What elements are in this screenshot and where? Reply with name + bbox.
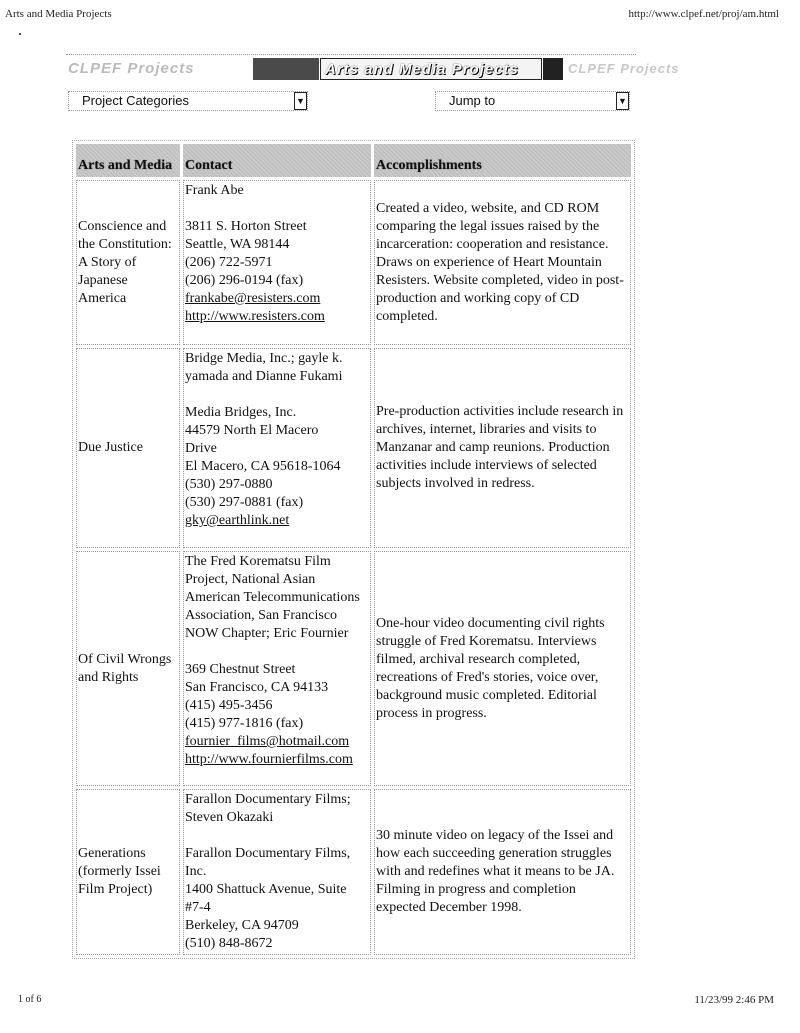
spacer [185,386,369,404]
spacer [185,643,369,661]
email-link[interactable]: gky@earthlink.net [185,513,290,528]
accomplishments: Created a video, website, and CD ROM comparing the legal issues raised by the incarceration: cooperation and resistance. Draws on experience of Heart Mountain Resisters. Website completed, video in post-production and working copy of CD completed. [374,180,631,345]
address-line: 369 Chestnut Street [185,662,296,677]
table-row [76,180,631,345]
contact-cell [183,348,371,548]
print-header-title: Arts and Media Projects [5,8,112,20]
accomplishments: One-hour video documenting civil rights struggle of Fred Korematsu. Interviews filmed, archival research completed, recreations of Fred's stories, voice over, background music completed. Editorial process in progress. [374,551,631,786]
jump-to-select[interactable] [435,91,630,111]
banner-projects-link[interactable]: CLPEF Projects [68,60,195,77]
nav-banner [66,54,680,83]
contact-name: yamada and Dianne Fukami [185,369,343,384]
contact-cell [183,789,371,955]
address-line: 1400 Shattuck Avenue, Suite [185,882,347,897]
contact-name: The Fred Korematsu Film [185,554,331,569]
banner-dark-block [253,58,319,80]
project-name: Conscience and the Constitution: A Story of Japanese America [76,180,180,345]
project-name: Generations (formerly Issei Film Project) [76,789,180,955]
project-name: Due Justice [76,348,180,548]
address-line: San Francisco, CA 94133 [185,680,329,695]
header-arts-media: Arts and Media [76,144,180,177]
banner-current-page: Arts and Media Projects [320,58,542,80]
address-line: Inc. [185,864,207,879]
phone: (206) 722-5971 [185,255,273,270]
spacer [185,200,369,218]
contact-name: Bridge Media, Inc.; gayle k. [185,351,343,366]
jump-to-label: Jump to [449,93,496,108]
address-line: Seattle, WA 98144 [185,237,290,252]
website-link[interactable]: http://www.fournierfilms.com [185,752,353,767]
banner-rule [66,54,636,57]
table-row [76,551,631,786]
address-line: 44579 North El Macero [185,423,319,438]
projects-table [72,140,635,959]
website-link[interactable]: http://www.resisters.com [185,309,325,324]
contact-name: Frank Abe [185,183,244,198]
dropdown-arrow-icon[interactable]: ▼ [616,92,629,110]
scan-mark [19,33,21,35]
spacer [185,827,369,845]
project-categories-select[interactable] [68,91,308,111]
contact-name: NOW Chapter; Eric Fournier [185,626,349,641]
phone: (510) 848-8672 [185,936,273,951]
contact-name: Steven Okazaki [185,810,274,825]
accomplishments: Pre-production activities include research in archives, internet, libraries and visits to Manzanar and camp reunions. Production activities include interviews of selected subjects involved in redress. [374,348,631,548]
address-line: Media Bridges, Inc. [185,405,297,420]
accomplishments: 30 minute video on legacy of the Issei and how each succeeding generation struggles with and redefines what it means to be JA. Filming in progress and completion expected December 1998. [374,789,631,955]
fax: (415) 977-1816 (fax) [185,716,304,731]
project-categories-label: Project Categories [82,93,189,108]
table-row [76,348,631,548]
address-line: #7-4 [185,900,211,915]
address-line: Berkeley, CA 94709 [185,918,299,933]
contact-cell [183,551,371,786]
contact-name: Association, San Francisco [185,608,338,623]
print-header-url: http://www.clpef.net/proj/am.html [628,8,779,20]
project-name: Of Civil Wrongs and Rights [76,551,180,786]
fax: (530) 297-0881 (fax) [185,495,304,510]
address-line: Farallon Documentary Films, [185,846,351,861]
print-footer-datetime: 11/23/99 2:46 PM [694,994,774,1006]
table-row [76,789,631,955]
email-link[interactable]: frankabe@resisters.com [185,291,321,306]
phone: (530) 297-0880 [185,477,273,492]
contact-name: American Telecommunications [185,590,360,605]
banner-projects-link-right[interactable]: CLPEF Projects [568,61,680,76]
header-contact: Contact [183,144,371,177]
contact-name: Project, National Asian [185,572,316,587]
fax: (206) 296-0194 (fax) [185,273,304,288]
address-line: Drive [185,441,217,456]
address-line: El Macero, CA 95618-1064 [185,459,341,474]
phone: (415) 495-3456 [185,698,273,713]
email-link[interactable]: fournier_films@hotmail.com [185,734,350,749]
table-header-row [76,144,631,177]
contact-name: Farallon Documentary Films; [185,792,351,807]
print-footer-page: 1 of 6 [18,994,42,1005]
dropdown-arrow-icon[interactable]: ▼ [294,92,307,110]
contact-cell [183,180,371,345]
address-line: 3811 S. Horton Street [185,219,307,234]
header-accomplishments: Accomplishments [374,144,631,177]
banner-dark-block-2 [543,58,563,80]
